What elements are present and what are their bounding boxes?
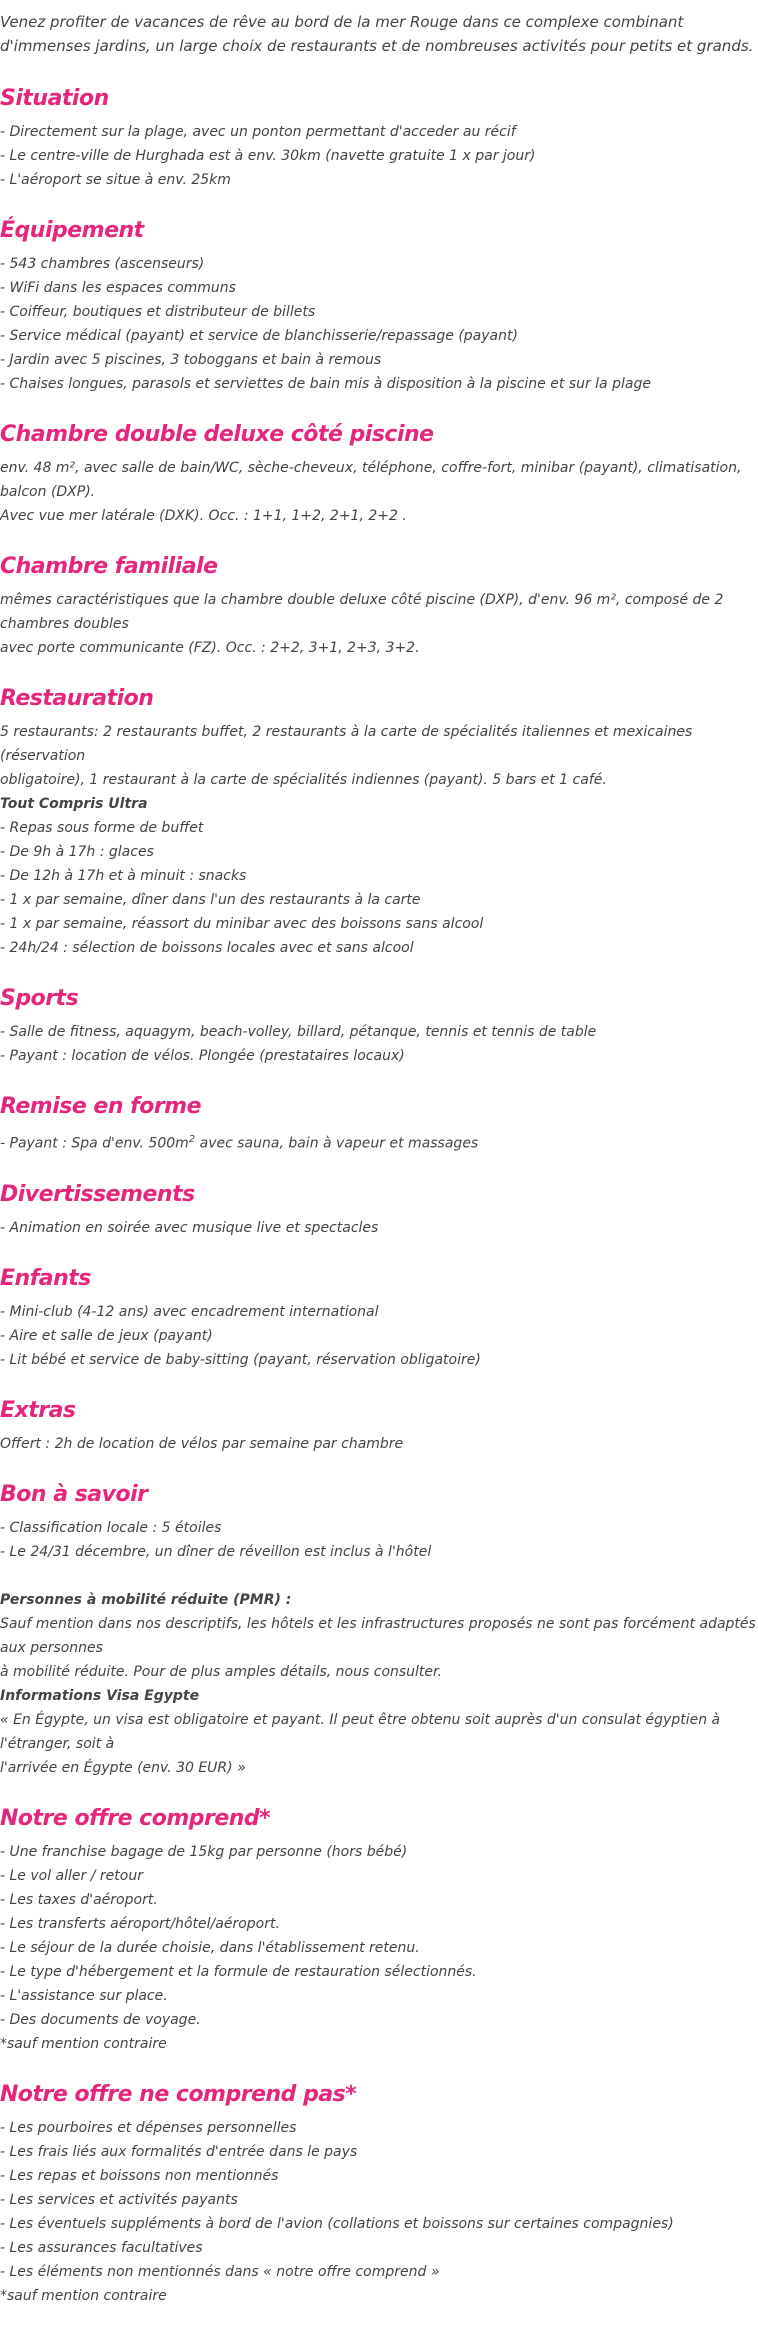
list-item: - Des documents de voyage. xyxy=(0,2011,201,2028)
spacer xyxy=(0,1564,758,1588)
list-item: - Animation en soirée avec musique live et spectacles xyxy=(0,1219,379,1236)
list-item: - Les transferts aéroport/hôtel/aéroport. xyxy=(0,1915,280,1932)
list-item: - Service médical (payant) et service de blanchisserie/repassage (payant) xyxy=(0,328,518,344)
list-item: - Chaises longues, parasols et serviettes de bain mis à disposition à la piscine et sur la plage xyxy=(0,376,651,392)
list-item: - De 9h à 17h : glaces xyxy=(0,844,154,860)
visa-title: Informations Visa Egypte xyxy=(0,1687,200,1704)
section-restauration xyxy=(0,684,758,960)
list-item: - Directement sur la plage, avec un ponton permettant d'acceder au récif xyxy=(0,124,516,140)
list-item: - Les éléments non mentionnés dans « notre offre comprend » xyxy=(0,2263,440,2280)
list-item: - 1 x par semaine, dîner dans l'un des restaurants à la carte xyxy=(0,892,421,908)
section-bon-a-savoir xyxy=(0,1480,758,1780)
list-item: - Les repas et boissons non mentionnés xyxy=(0,2167,279,2184)
list-item: - Lit bébé et service de baby-sitting (payant, réservation obligatoire) xyxy=(0,1351,481,1368)
section-chambre-familiale xyxy=(0,552,758,660)
section-enfants xyxy=(0,1264,758,1372)
section-extras xyxy=(0,1396,758,1456)
list-item: - Le type d'hébergement et la formule de restauration sélectionnés. xyxy=(0,1963,477,1980)
paragraph-line: 5 restaurants: 2 restaurants buffet, 2 restaurants à la carte de spécialités italiennes et mexicaines (réservation xyxy=(0,724,693,764)
list-item: - Les éventuels suppléments à bord de l'avion (collations et boissons sur certaines compagnies) xyxy=(0,2215,674,2232)
subsection-title: Tout Compris Ultra xyxy=(0,796,148,812)
section-body xyxy=(0,456,758,528)
section-body xyxy=(0,1300,758,1372)
section-title: Enfants xyxy=(0,1265,91,1291)
paragraph-line: env. 48 m², avec salle de bain/WC, sèche-cheveux, téléphone, coffre-fort, minibar (payant), climatisation, balcon (DXP). xyxy=(0,460,742,500)
section-offre-ne-comprend-pas xyxy=(0,2080,758,2308)
section-body xyxy=(0,1128,758,1156)
section-body xyxy=(0,720,758,960)
pmr-title: Personnes à mobilité réduite (PMR) : xyxy=(0,1591,292,1608)
paragraph-line: mêmes caractéristiques que la chambre double deluxe côté piscine (DXP), d'env. 96 m², composé de 2 chambres doubles xyxy=(0,592,724,632)
list-item xyxy=(0,1128,758,1156)
section-title: Notre offre comprend* xyxy=(0,1805,271,1831)
list-item: - Coiffeur, boutiques et distributeur de billets xyxy=(0,304,316,320)
section-title: Restauration xyxy=(0,686,154,711)
section-body xyxy=(0,252,758,396)
list-item: - L'aéroport se situe à env. 25km xyxy=(0,172,231,188)
section-body xyxy=(0,2116,758,2308)
paragraph-line: l'arrivée en Égypte (env. 30 EUR) » xyxy=(0,1759,246,1776)
paragraph-line: à mobilité réduite. Pour de plus amples détails, nous consulter. xyxy=(0,1663,442,1680)
paragraph-line: Sauf mention dans nos descriptifs, les hôtels et les infrastructures proposés ne sont pas forcément adaptés aux personnes xyxy=(0,1615,756,1656)
section-remise-en-forme xyxy=(0,1092,758,1156)
list-item: - Les taxes d'aéroport. xyxy=(0,1891,158,1908)
section-body xyxy=(0,1840,758,2056)
paragraph-line: Avec vue mer latérale (DXK). Occ. : 1+1, 1+2, 2+1, 2+2 . xyxy=(0,508,407,524)
list-item: - De 12h à 17h et à minuit : snacks xyxy=(0,868,247,884)
list-item: - Les pourboires et dépenses personnelles xyxy=(0,2119,297,2136)
section-title: Bon à savoir xyxy=(0,1481,148,1507)
section-title: Chambre double deluxe côté piscine xyxy=(0,422,434,447)
list-item: - Payant : location de vélos. Plongée (prestataires locaux) xyxy=(0,1048,405,1064)
section-body xyxy=(0,1432,758,1456)
paragraph-line: « En Égypte, un visa est obligatoire et payant. Il peut être obtenu soit auprès d'un consulat égyptien à l'étranger, soit à xyxy=(0,1711,721,1752)
section-equipement xyxy=(0,216,758,396)
list-item: - Classification locale : 5 étoiles xyxy=(0,1519,222,1536)
intro-text: Venez profiter de vacances de rêve au bord de la mer Rouge dans ce complexe combinant d'immenses jardins, un large choix de restaurants et de nombreuses activités pour petits et grands. xyxy=(0,13,754,55)
footnote: *sauf mention contraire xyxy=(0,2035,167,2052)
section-title: Divertissements xyxy=(0,1181,195,1207)
section-title: Notre offre ne comprend pas* xyxy=(0,2081,357,2107)
section-body xyxy=(0,1216,758,1240)
section-title: Extras xyxy=(0,1397,76,1423)
section-situation xyxy=(0,84,758,192)
list-item: - Jardin avec 5 piscines, 3 toboggans et bain à remous xyxy=(0,352,382,368)
spa-text: - Payant : Spa d'env. 500m xyxy=(0,1135,189,1152)
list-item: - Le vol aller / retour xyxy=(0,1867,143,1884)
list-item: - Repas sous forme de buffet xyxy=(0,820,204,836)
section-chambre-deluxe xyxy=(0,420,758,528)
hotel-description xyxy=(0,10,758,2308)
paragraph-line: avec porte communicante (FZ). Occ. : 2+2, 3+1, 2+3, 3+2. xyxy=(0,640,420,656)
section-title: Situation xyxy=(0,86,109,111)
list-item: - Les assurances facultatives xyxy=(0,2239,203,2256)
list-item: - Mini-club (4-12 ans) avec encadrement international xyxy=(0,1303,379,1320)
section-title: Remise en forme xyxy=(0,1094,202,1119)
section-title: Chambre familiale xyxy=(0,554,218,579)
paragraph-line: obligatoire), 1 restaurant à la carte de spécialités indiennes (payant). 5 bars et 1 café. xyxy=(0,772,607,788)
list-item: - L'assistance sur place. xyxy=(0,1987,168,2004)
list-item: - Salle de fitness, aquagym, beach-volley, billard, pétanque, tennis et tennis de table xyxy=(0,1024,597,1040)
list-item: - Le 24/31 décembre, un dîner de réveillon est inclus à l'hôtel xyxy=(0,1543,432,1560)
list-item: - Les frais liés aux formalités d'entrée dans le pays xyxy=(0,2143,358,2160)
list-item: - Le séjour de la durée choisie, dans l'établissement retenu. xyxy=(0,1939,420,1956)
list-item: - 543 chambres (ascenseurs) xyxy=(0,256,205,272)
section-title: Sports xyxy=(0,986,79,1011)
section-title: Équipement xyxy=(0,218,144,243)
section-body xyxy=(0,120,758,192)
paragraph-line: Offert : 2h de location de vélos par semaine par chambre xyxy=(0,1435,404,1452)
section-offre-comprend xyxy=(0,1804,758,2056)
section-sports xyxy=(0,984,758,1068)
section-body xyxy=(0,588,758,660)
superscript: 2 xyxy=(188,1134,196,1145)
list-item: - Le centre-ville de Hurghada est à env. 30km (navette gratuite 1 x par jour) xyxy=(0,148,536,164)
footnote: *sauf mention contraire xyxy=(0,2287,167,2304)
list-item: - 24h/24 : sélection de boissons locales avec et sans alcool xyxy=(0,940,414,956)
list-item: - Une franchise bagage de 15kg par personne (hors bébé) xyxy=(0,1843,408,1860)
list-item: - WiFi dans les espaces communs xyxy=(0,280,236,296)
list-item: - 1 x par semaine, réassort du minibar avec des boissons sans alcool xyxy=(0,916,484,932)
list-item: - Aire et salle de jeux (payant) xyxy=(0,1327,213,1344)
section-body xyxy=(0,1020,758,1068)
section-body xyxy=(0,1516,758,1780)
section-divertissements xyxy=(0,1180,758,1240)
list-item: - Les services et activités payants xyxy=(0,2191,238,2208)
spa-text-continued: avec sauna, bain à vapeur et massages xyxy=(195,1135,479,1152)
